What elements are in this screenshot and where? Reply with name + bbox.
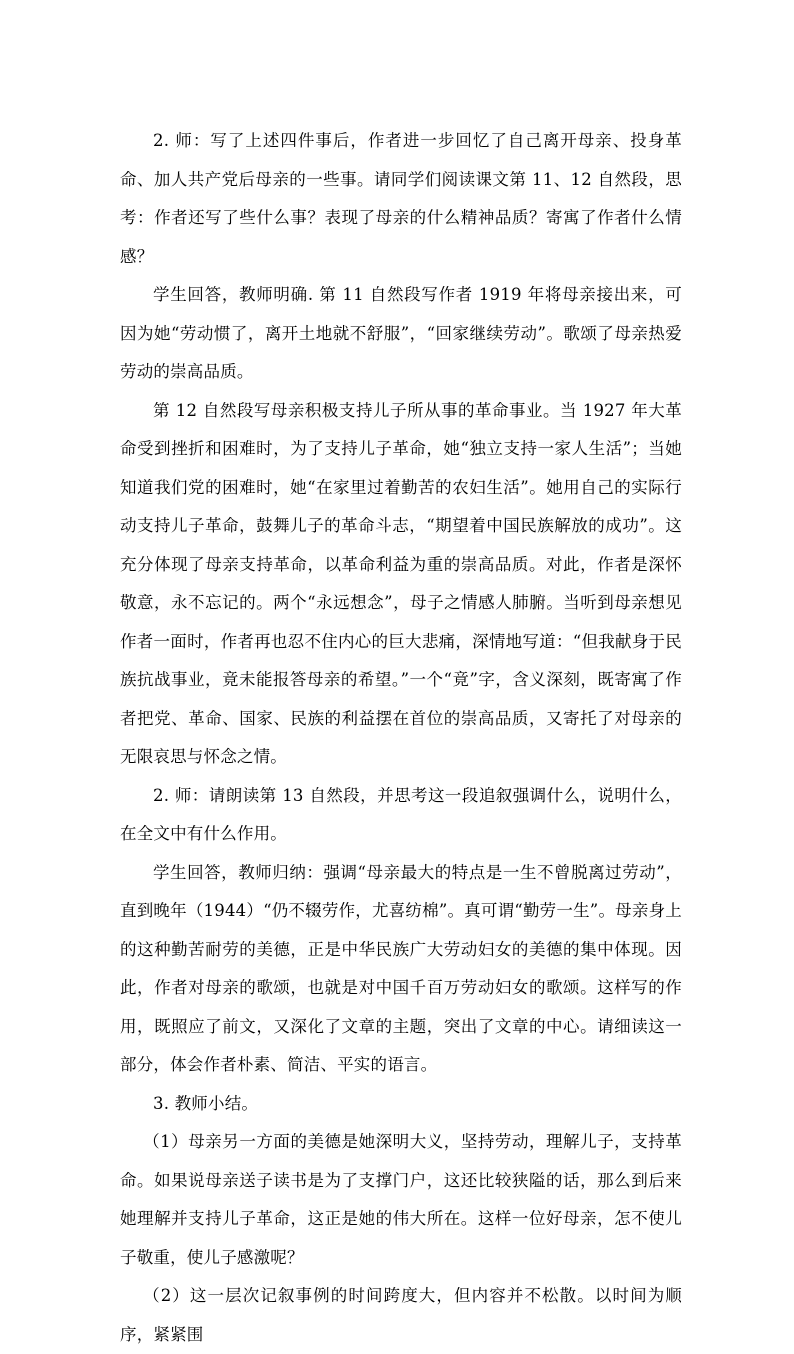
paragraph-summary-point-1: （1）母亲另一方面的美德是她深明大义，坚持劳动，理解儿子，支持革命。如果说母亲送子读书是为了支撑门户，这还比较狭隘的话，那么到后来她理解并支持儿子革命，这正是她的伟大所在。这样一位好母亲，怎不使儿子敬重，使儿子感激呢？ — [120, 1132, 682, 1267]
paragraph-summary-point-2: （2）这一层次记叙事例的时间跨度大，但内容并不松散。以时间为顺序，紧紧围 — [120, 1286, 682, 1344]
paragraph-question-2: 2. 师：写了上述四件事后，作者进一步回忆了自己离开母亲、投身革命、加人共产党后母亲的一些事。请同学们阅读课文第 11、12 自然段，思考：作者还写了些什么事？表现了母亲的什么精神品质？寄寓了作者什么情感？ — [120, 131, 682, 266]
paragraph-answer-section-11: 学生回答，教师明确. 第 11 自然段写作者 1919 年将母亲接出来，可因为她“劳动惯了，离开土地就不舒服”，“回家继续劳动”。歌颂了母亲热爱劳动的崇高品质。 — [120, 285, 682, 381]
document-body — [120, 122, 682, 1354]
paragraph-answer-section-13: 学生回答，教师归纳：强调“母亲最大的特点是一生不曾脱离过劳动”，直到晚年（1944）“仍不辍劳作，尤喜纺棉”。真可谓“勤劳一生”。母亲身上的这种勤苦耐劳的美德，正是中华民族广大劳动妇女的美德的集中体现。因此，作者对母亲的歌颂，也就是对中国千百万劳动妇女的歌颂。这样写的作用，既照应了前文，又深化了文章的主题，突出了文章的中心。请细读这一部分，体会作者朴素、简洁、平实的语言。 — [120, 862, 682, 1074]
paragraph-section-12: 第 12 自然段写母亲积极支持儿子所从事的革命事业。当 1927 年大革命受到挫折和困难时，为了支持儿子革命，她“独立支持一家人生活”；当她知道我们党的困难时，她“在家里过着勤苦的农妇生活”。她用自己的实际行动支持儿子革命，鼓舞儿子的革命斗志，“期望着中国民族解放的成功”。这充分体现了母亲支持革命，以革命利益为重的崇高品质。对此，作者是深怀敬意，永不忘记的。两个“永远想念”，母子之情感人肺腑。当听到母亲想见作者一面时，作者再也忍不住内心的巨大悲痛，深情地写道：“但我献身于民族抗战事业，竟未能报答母亲的希望。”一个“竟”字，含义深刻，既寄寓了作者把党、革命、国家、民族的利益摆在首位的崇高品质，又寄托了对母亲的无限哀思与怀念之情。 — [120, 400, 682, 766]
paragraph-question-section-13: 2. 师：请朗读第 13 自然段，并思考这一段追叙强调什么，说明什么，在全文中有什么作用。 — [120, 785, 682, 843]
paragraph-teacher-summary-heading: 3. 教师小结。 — [153, 1093, 259, 1113]
